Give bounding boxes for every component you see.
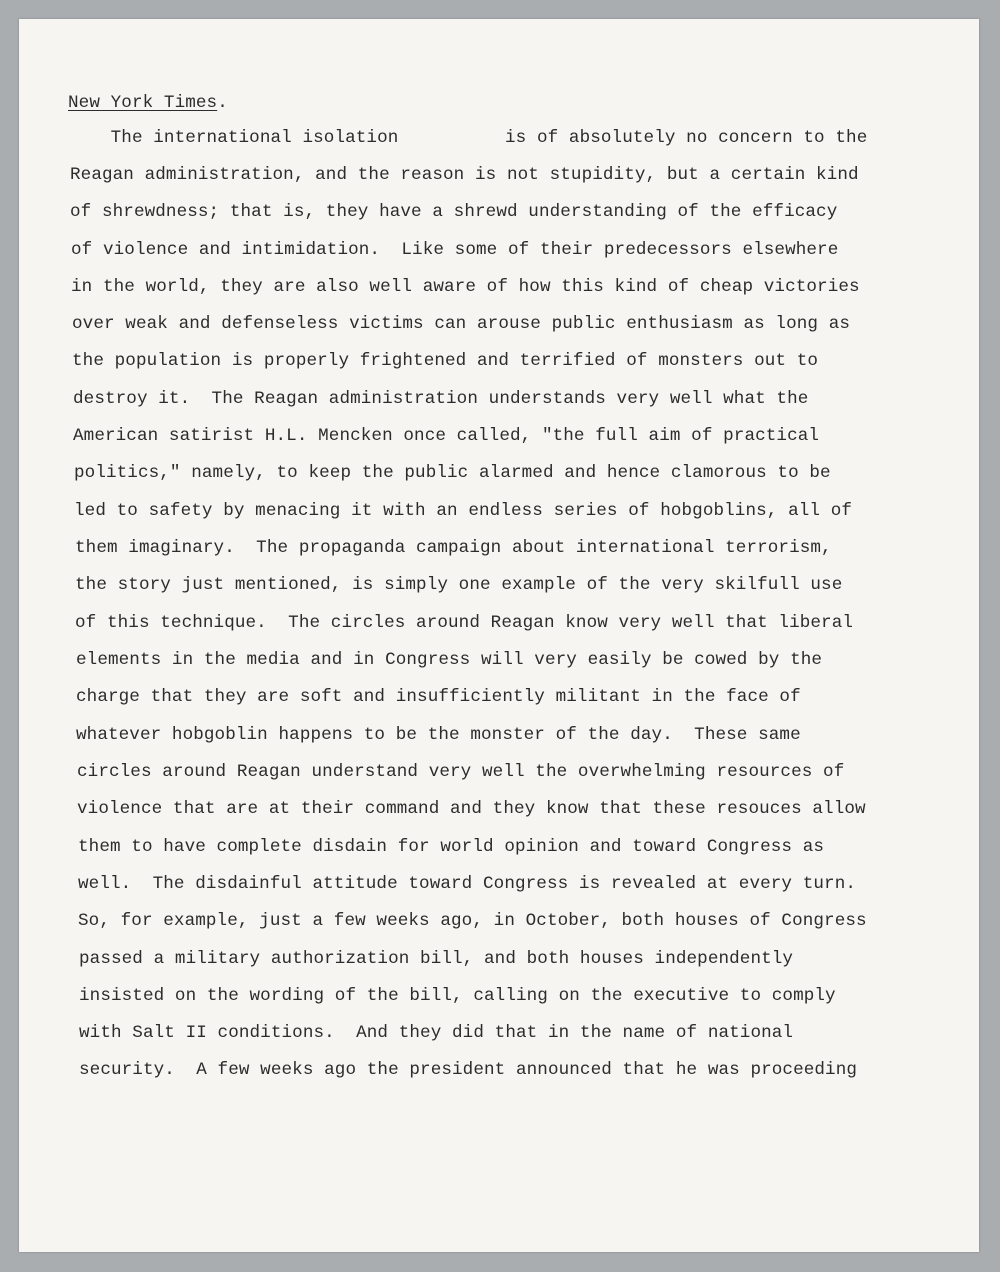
source-heading xyxy=(68,92,228,114)
text-line-8: destroy it. The Reagan administration understands very well what the xyxy=(73,389,809,409)
text-line-14: of this technique. The circles around Reagan know very well that liberal xyxy=(75,613,854,633)
text-line-23: passed a military authorization bill, and both houses independently xyxy=(79,949,794,969)
source-title-period: . xyxy=(217,93,228,113)
text-line-11: led to safety by menacing it with an endless series of hobgoblins, all of xyxy=(74,501,853,521)
text-line-2: Reagan administration, and the reason is not stupidity, but a certain kind xyxy=(70,165,859,185)
text-line-20: them to have complete disdain for world opinion and toward Congress as xyxy=(78,837,825,857)
text-line-21: well. The disdainful attitude toward Congress is revealed at every turn. xyxy=(78,874,857,894)
text-line-26: security. A few weeks ago the president announced that he was proceeding xyxy=(79,1060,858,1080)
text-line-25: with Salt II conditions. And they did that in the name of national xyxy=(79,1023,794,1043)
text-line-17: whatever hobgoblin happens to be the monster of the day. These same xyxy=(76,725,801,745)
text-line-5: in the world, they are also well aware of how this kind of cheap victories xyxy=(71,277,860,297)
document-page xyxy=(19,19,979,1252)
text-line-15: elements in the media and in Congress will very easily be cowed by the xyxy=(76,650,823,670)
text-line-4: of violence and intimidation. Like some of their predecessors elsewhere xyxy=(71,240,839,260)
text-line-6: over weak and defenseless victims can arouse public enthusiasm as long as xyxy=(72,314,851,334)
text-line-10: politics," namely, to keep the public alarmed and hence clamorous to be xyxy=(74,463,831,483)
text-line-19: violence that are at their command and they know that these resouces allow xyxy=(77,799,866,819)
source-title: New York Times xyxy=(68,93,218,113)
text-line-3: of shrewdness; that is, they have a shrewd understanding of the efficacy xyxy=(70,202,838,222)
text-line-1: The international isolation is of absolutely no concern to the xyxy=(68,128,868,148)
text-line-24: insisted on the wording of the bill, calling on the executive to comply xyxy=(79,986,836,1006)
text-line-12: them imaginary. The propaganda campaign about international terrorism, xyxy=(75,538,832,558)
typed-text-body xyxy=(19,19,979,1252)
text-line-9: American satirist H.L. Mencken once called, "the full aim of practical xyxy=(73,426,820,446)
text-line-7: the population is properly frightened and terrified of monsters out to xyxy=(72,351,819,371)
text-line-16: charge that they are soft and insufficiently militant in the face of xyxy=(76,687,801,707)
text-line-22: So, for example, just a few weeks ago, in October, both houses of Congress xyxy=(78,911,867,931)
text-line-13: the story just mentioned, is simply one example of the very skilfull use xyxy=(75,575,843,595)
text-line-18: circles around Reagan understand very well the overwhelming resources of xyxy=(77,762,845,782)
